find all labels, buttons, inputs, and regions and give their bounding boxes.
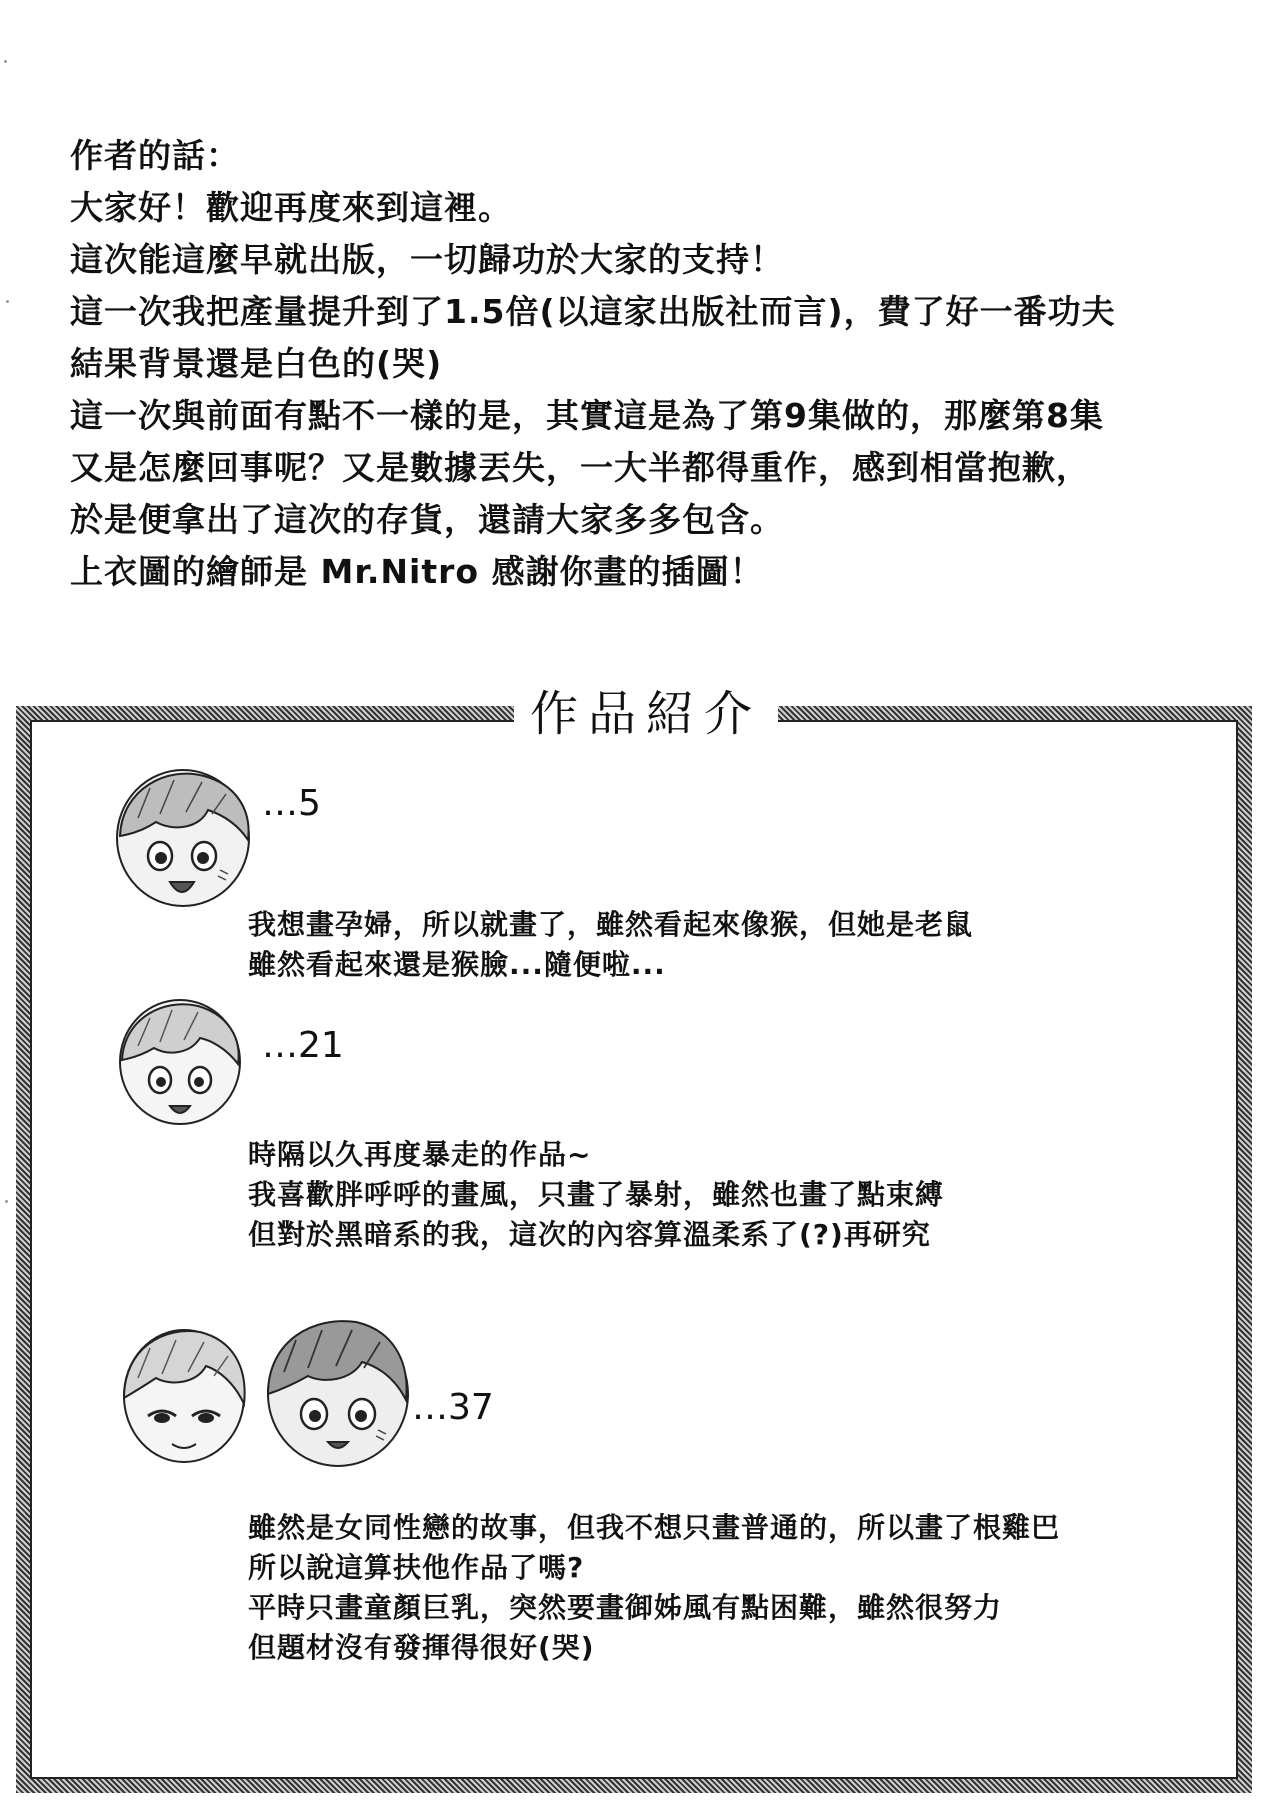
page-reference-3: …37	[412, 1387, 494, 1428]
work-description-line: 但題材沒有發揮得很好(哭)	[248, 1631, 595, 1664]
author-note-line: 上衣圖的繪師是 Mr.Nitro 感謝你畫的插圖！	[70, 552, 764, 591]
work-description-1	[248, 905, 1208, 985]
author-note-line: 結果背景還是白色的(哭)	[70, 344, 443, 383]
work-description-line: 雖然是女同性戀的故事，但我不想只畫普通的，所以畫了根雞巴	[248, 1511, 1061, 1544]
page-reference-2: …21	[262, 1025, 344, 1066]
work-description-line: 但對於黑暗系的我，這次的內容算溫柔系了(?)再研究	[248, 1218, 931, 1251]
work-description-line: 我想畫孕婦，所以就畫了，雖然看起來像猴，但她是老鼠	[248, 908, 974, 941]
work-description-line: 所以說這算扶他作品了嗎?	[248, 1551, 585, 1584]
author-note-line: 於是便拿出了這次的存貨，還請大家多多包含。	[70, 500, 784, 539]
author-note-line: 這次能這麼早就出版，一切歸功於大家的支持！	[70, 240, 784, 279]
page-reference-1: …5	[262, 783, 321, 824]
character-portrait-1	[108, 758, 258, 913]
works-intro-title: 作品紹介	[514, 684, 778, 744]
character-portrait-3b	[258, 1310, 418, 1472]
author-note-line: 這一次我把產量提升到了1.5倍(以這家出版社而言)，費了好一番功夫	[70, 292, 1116, 331]
author-note-line: 這一次與前面有點不一樣的是，其實這是為了第9集做的，那麼第8集	[70, 396, 1104, 435]
author-note	[70, 130, 1210, 598]
scan-speck	[4, 60, 7, 63]
character-portrait-2	[110, 990, 250, 1130]
work-description-2	[248, 1135, 1208, 1255]
scan-speck	[6, 300, 9, 303]
author-note-line: 又是怎麼回事呢？又是數據丟失，一大半都得重作，感到相當抱歉，	[70, 448, 1090, 487]
work-description-line: 平時只畫童顏巨乳，突然要畫御姊風有點困難，雖然很努力	[248, 1591, 1003, 1624]
work-description-line: 我喜歡胖呼呼的畫風，只畫了暴射，雖然也畫了點束縛	[248, 1178, 945, 1211]
work-description-3	[248, 1508, 1208, 1668]
author-note-line: 大家好！歡迎再度來到這裡。	[70, 188, 512, 227]
work-description-line: 雖然看起來還是猴臉...隨便啦...	[248, 948, 666, 981]
work-description-line: 時隔以久再度暴走的作品~	[248, 1138, 592, 1171]
character-portrait-3a	[114, 1318, 254, 1468]
author-note-heading: 作者的話：	[70, 136, 240, 175]
scan-speck	[5, 1200, 8, 1203]
